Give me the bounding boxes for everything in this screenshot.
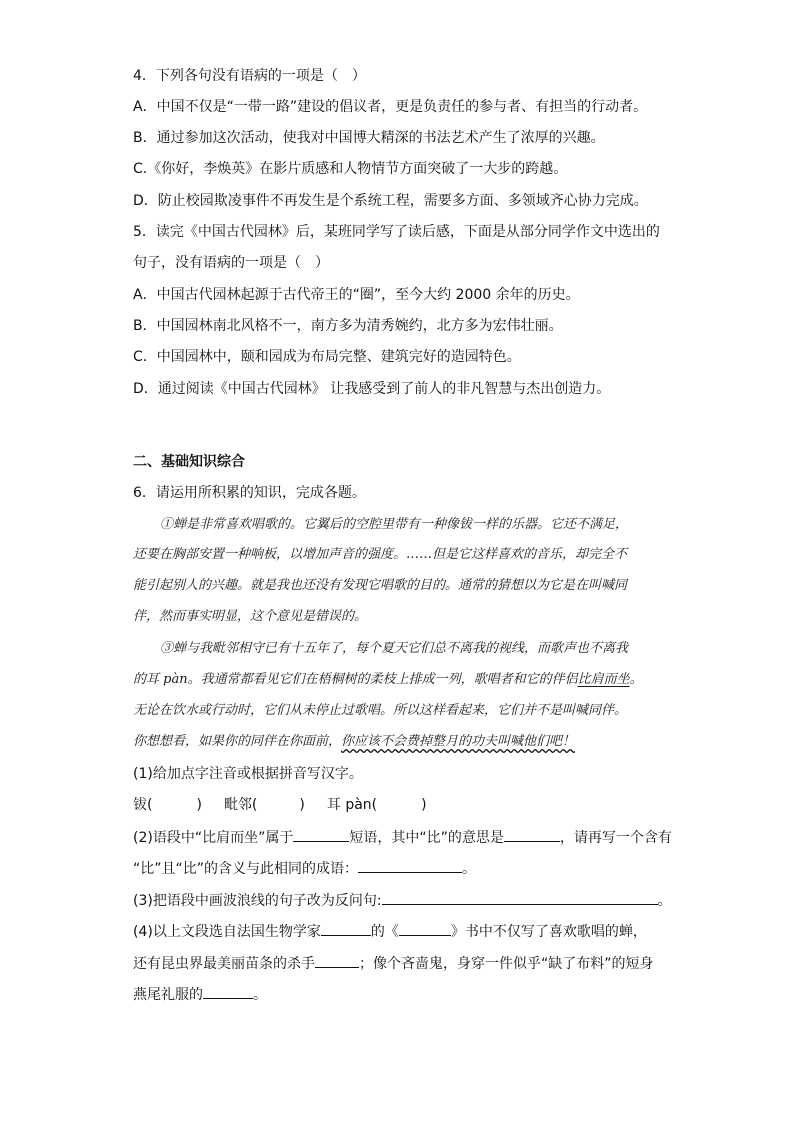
answer-blank[interactable] <box>358 858 462 873</box>
sub4-text: 》书中不仅写了喜欢歌唱的蝉， <box>450 924 647 940</box>
passage-1-line-2: 还要在胸部安置一种响板，以增加声音的强度。……但是它这样喜欢的音乐，却完全不 <box>133 547 628 562</box>
q5-stem-line1: 5．读完《中国古代园林》后，某班同学写了读后感，下面是从部分同学作文中选出的 <box>133 224 660 240</box>
q4-option-b: B．通过参加这次活动，使我对中国博大精深的书法艺术产生了浓厚的兴趣。 <box>133 130 605 146</box>
sub1-item-c: 耳 pàn( <box>326 797 378 813</box>
sub2-text: 短语，其中“比”的意思是 <box>349 830 504 846</box>
q5-option-a: A．中国古代园林起源于古代帝王的“圈”，至今大约 2000 余年的历史。 <box>133 287 580 303</box>
sub3-text: (3)把语段中画波浪线的句子改为反问句: <box>133 893 382 909</box>
q6-stem: 6．请运用所积累的知识，完成各题。 <box>133 485 366 501</box>
passage-1-line-4: 伴，然而事实明显，这个意见是错误的。 <box>133 609 368 624</box>
answer-blank[interactable] <box>382 890 658 905</box>
passage-1-line-1: ①蝉是非常喜欢唱歌的。它翼后的空腔里带有一种像钹一样的乐器。它还不满足， <box>160 517 629 532</box>
answer-blank[interactable] <box>203 984 253 999</box>
passage-2-line-2 <box>133 671 643 689</box>
q6-sub2-line1 <box>133 827 672 847</box>
q4-option-a: A．中国不仅是“一带一路”建设的倡议者，更是负责任的参与者、有担当的行动者。 <box>133 99 648 115</box>
passage-2-line-1: ③蝉与我毗邻相守已有十五年了，每个夏天它们总不离我的视线，而歌声也不离我 <box>160 641 629 656</box>
q6-sub1-blanks <box>133 796 427 814</box>
q6-sub4-line2 <box>133 953 654 973</box>
answer-blank[interactable] <box>293 827 349 842</box>
sub1-item-a: 钹( <box>133 797 153 813</box>
passage-1-line-3: 能引起别人的兴趣。就是我也还没有发现它唱歌的目的。通常的猜想以为它是在叫喊同 <box>133 578 628 593</box>
sub1-item-c-close: ) <box>421 797 427 813</box>
q6-sub4-line3 <box>133 984 267 1004</box>
sub4-text: (4)以上文段选自法国生物学家 <box>133 924 321 940</box>
answer-blank[interactable] <box>321 921 371 936</box>
passage-2-line-3: 无论在饮水或行动时，它们从未停止过歌唱。所以这样看起来，它们并不是叫喊同伴。 <box>133 703 628 718</box>
wavy-underlined-sentence: 你应该不会费掉整月的功夫叫喊他们吧！ <box>341 734 576 749</box>
sub2-text: “比”且“比”的含义与此相同的成语： <box>133 861 359 877</box>
q5-option-b: B．中国园林南北风格不一，南方多为清秀婉约，北方多为宏伟壮丽。 <box>133 318 563 334</box>
sub4-text: 的《 <box>370 924 399 940</box>
sub2-text: (2)语段中“比肩而坐”属于 <box>133 830 294 846</box>
passage-text: 。 <box>629 672 643 687</box>
passage-text: 你想想看，如果你的同伴在你面前， <box>133 734 342 749</box>
sub4-text: ；像个吝啬鬼，身穿一件似乎“缺了布料”的短身 <box>359 956 654 972</box>
sub1-item-b: 毗邻( <box>223 797 258 813</box>
sub3-text: 。 <box>657 893 672 909</box>
q6-sub4-line1 <box>133 921 647 941</box>
sub4-text: 。 <box>253 987 267 1003</box>
answer-blank[interactable] <box>504 827 560 842</box>
q6-sub2-line2 <box>133 858 476 878</box>
q4-stem: 4．下列各句没有语病的一项是（ ） <box>133 68 366 84</box>
q6-sub1: (1)给加点字注音或根据拼音写汉字。 <box>133 766 363 782</box>
sub4-text: 还有昆虫界最美丽苗条的杀手 <box>133 956 315 972</box>
q5-option-d: D．通过阅读《中国古代园林》 让我感受到了前人的非凡智慧与杰出创造力。 <box>133 381 611 397</box>
q5-option-c: C．中国园林中，颐和园成为布局完整、建筑完好的造园特色。 <box>133 349 521 365</box>
passage-text: 的耳 pàn。我通常都看见它们在梧桐树的柔枝上排成一列，歌唱者和它的伴侣 <box>133 672 578 687</box>
q6-sub3 <box>133 890 672 910</box>
section-title: 二、基础知识综合 <box>133 454 245 470</box>
sub2-text: 。 <box>462 861 477 877</box>
answer-blank[interactable] <box>399 921 451 936</box>
answer-blank[interactable] <box>315 953 359 968</box>
q4-option-d: D．防止校园欺凌事件不再发生是个系统工程，需要多方面、多领域齐心协力完成。 <box>133 193 648 209</box>
sub4-text: 燕尾礼服的 <box>133 987 203 1003</box>
passage-2-line-4 <box>133 733 575 751</box>
q5-stem-line2: 句子，没有语病的一项是（ ） <box>133 255 329 271</box>
sub1-item-b-close: ) <box>299 797 305 813</box>
sub1-item-a-close: ) <box>196 797 202 813</box>
underlined-phrase: 比肩而坐 <box>577 672 630 687</box>
q4-option-c: C.《你好，李焕英》在影片质感和人物情节方面突破了一大步的跨越。 <box>133 161 568 177</box>
sub2-text: ，请再写一个含有 <box>559 830 672 846</box>
